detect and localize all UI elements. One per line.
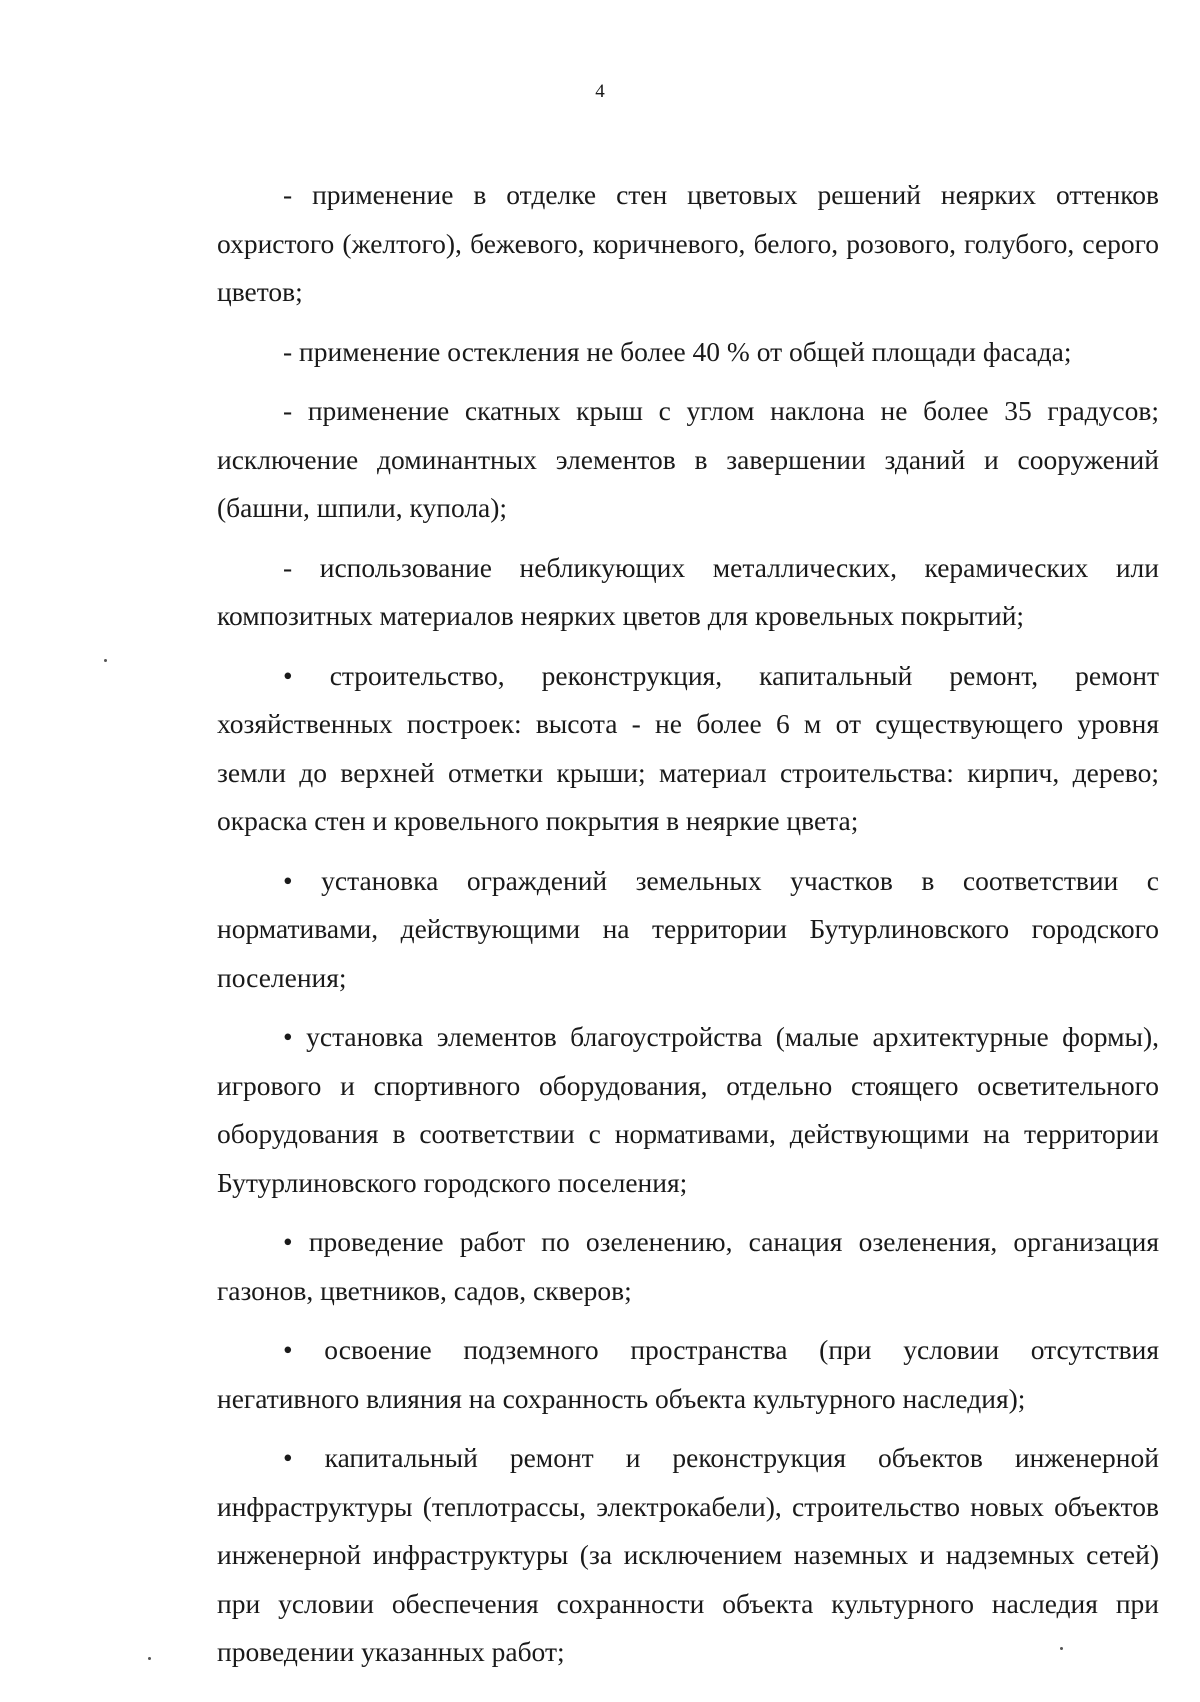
paragraph-roof-materials: - использование небликующих металлических, керамических или композитных материалов неярких цветов для кровельных покрытий; [217, 551, 1159, 631]
paragraph-wall-colors: - применение в отделке стен цветовых решений неярких оттенков охристого (желтого), бежевого, коричневого, белого, розового, голубого, серого цветов; [217, 179, 1159, 307]
page-number: 4 [595, 81, 605, 102]
scan-speck [1060, 1647, 1063, 1650]
paragraph-fences: • установка ограждений земельных участков в соответствии с нормативами, действующими на территории Бутурлиновского городского поселения; [217, 864, 1159, 993]
paragraph-outbuildings: • строительство, реконструкция, капитальный ремонт, ремонт хозяйственных построек: высота - не более 6 м от существующего уровня земли до верхней отметки крыши; материал строительства: кирпич, дерево; окраска стен и кровельного покрытия в неяркие цвета; [217, 659, 1159, 836]
paragraph-engineering-infrastructure: • капитальный ремонт и реконструкция объектов инженерной инфраструктуры (теплотрассы, электрокабели), строительство новых объектов инженерной инфраструктуры (за исключением наземных и надземных сетей) при условии обеспечения сохранности объекта культурного наследия при проведении указанных работ; [217, 1442, 1159, 1667]
paragraph-glazing: - применение остекления не более 40 % от общей площади фасада; [283, 335, 1072, 367]
paragraph-greening: • проведение работ по озеленению, санация озеленения, организация газонов, цветников, садов, скверов; [217, 1226, 1159, 1306]
scan-speck [148, 1657, 151, 1660]
scan-speck [104, 659, 107, 662]
paragraph-underground-space: • освоение подземного пространства (при условии отсутствия негативного влияния на сохранность объекта культурного наследия); [217, 1334, 1159, 1414]
paragraph-pitched-roofs: - применение скатных крыш с углом наклона не более 35 градусов; исключение доминантных элементов в завершении зданий и сооружений (башни, шпили, купола); [217, 395, 1159, 523]
paragraph-landscaping-elements: • установка элементов благоустройства (малые архитектурные формы), игрового и спортивного оборудования, отдельно стоящего осветительного оборудования в соответствии с нормативами, действующими на территории Бутурлиновского городского поселения; [217, 1021, 1159, 1198]
document-body [217, 171, 1159, 1677]
